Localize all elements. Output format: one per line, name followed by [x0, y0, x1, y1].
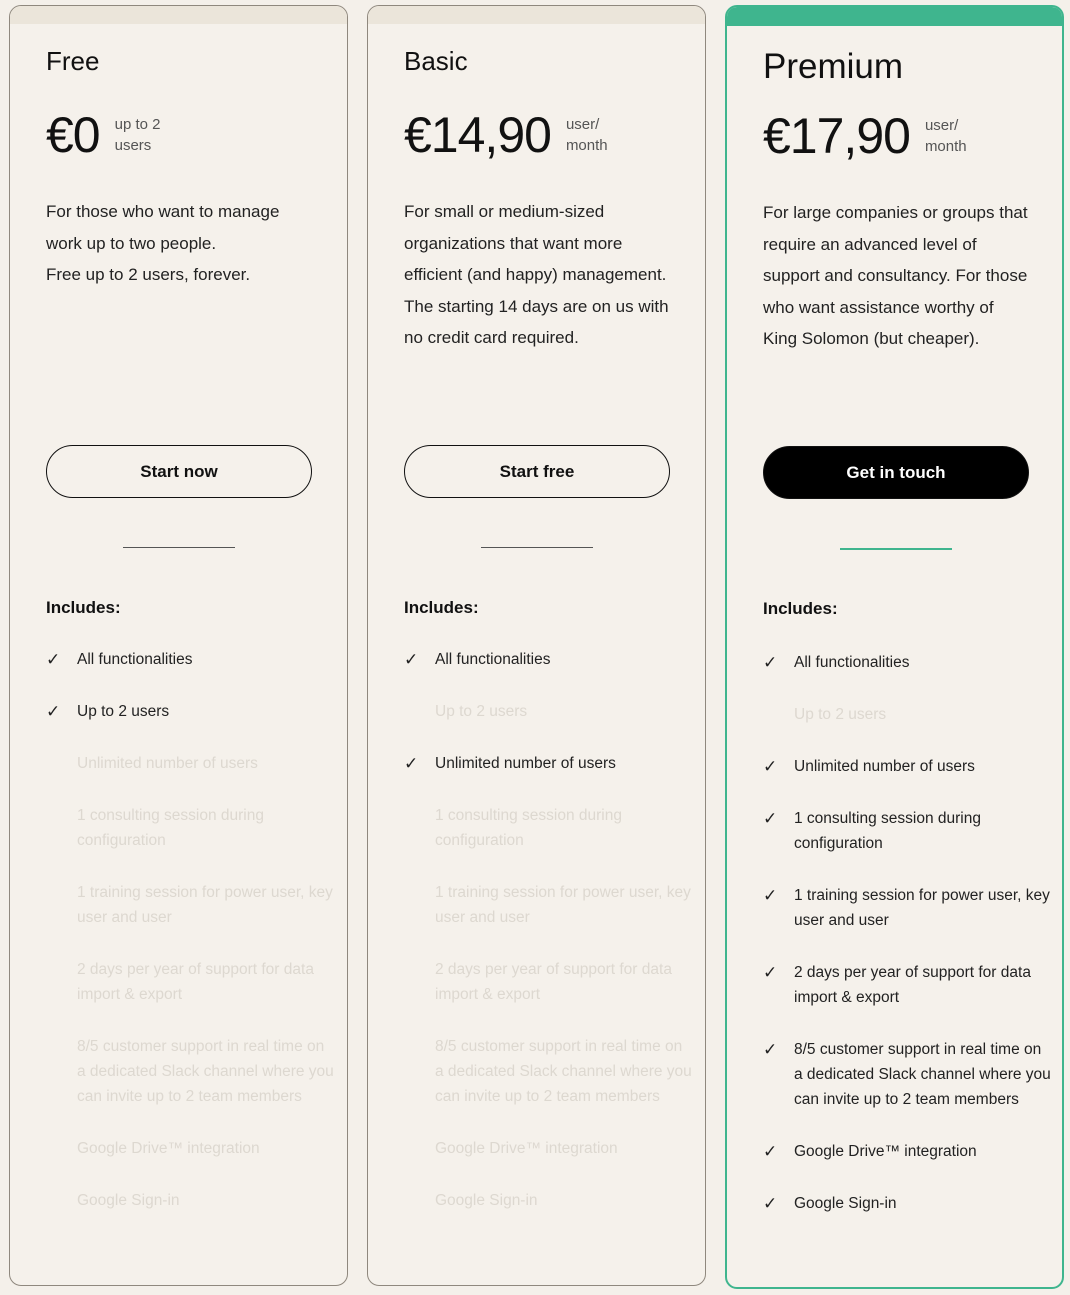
check-icon: ✓: [763, 757, 778, 776]
feature-label: 2 days per year of support for data import & export: [77, 961, 314, 1003]
feature-label: All functionalities: [435, 651, 551, 668]
divider: [840, 548, 952, 550]
check-icon: ✓: [763, 963, 778, 982]
check-icon: ✓: [763, 1194, 778, 1213]
feature-item: [404, 751, 694, 776]
feature-item: [46, 1034, 336, 1109]
includes-heading: Includes:: [46, 598, 121, 617]
plan-cta-button[interactable]: Get in touch: [763, 446, 1029, 499]
check-icon: ✓: [763, 653, 778, 672]
feature-label: 8/5 customer support in real time on a dedicated Slack channel where you can invite up to 2 team members: [77, 1038, 334, 1105]
feature-label: Unlimited number of users: [794, 758, 975, 775]
feature-label: All functionalities: [794, 654, 910, 671]
feature-label: Google Drive™ integration: [435, 1140, 618, 1157]
divider: [123, 547, 235, 548]
plan-name: Premium: [763, 47, 904, 86]
feature-item: [46, 699, 336, 724]
feature-item: [763, 1191, 1053, 1216]
price-unit: user/ month: [565, 116, 608, 154]
plan-price: [404, 106, 626, 164]
feature-item: [46, 1136, 336, 1161]
feature-label: Google Sign-in: [794, 1195, 897, 1212]
plan-cta-button[interactable]: Start free: [404, 445, 670, 498]
feature-item: [763, 806, 1053, 856]
feature-label: 2 days per year of support for data import & export: [794, 964, 1031, 1006]
feature-item: [763, 960, 1053, 1010]
feature-item: [404, 880, 694, 930]
feature-item: [404, 957, 694, 1007]
feature-item: [763, 754, 1053, 779]
feature-list: [46, 647, 336, 1240]
check-icon: ✓: [763, 1142, 778, 1161]
check-icon: ✓: [404, 650, 419, 669]
includes-heading: Includes:: [404, 598, 479, 617]
card-top-strip: [10, 6, 347, 24]
price-amount: €17,90: [763, 108, 910, 164]
feature-label: Unlimited number of users: [435, 755, 616, 772]
feature-label: 2 days per year of support for data import & export: [435, 961, 672, 1003]
plan-description: [46, 196, 311, 291]
feature-item: [763, 650, 1053, 675]
feature-item: [46, 803, 336, 853]
feature-item: [404, 803, 694, 853]
price-amount: €14,90: [404, 107, 551, 163]
feature-item: [404, 647, 694, 672]
feature-list: [404, 647, 694, 1240]
check-icon: ✓: [763, 886, 778, 905]
feature-item: [46, 1188, 336, 1213]
feature-item: [404, 1188, 694, 1213]
feature-item: [46, 957, 336, 1007]
price-unit: up to 2 users: [114, 116, 161, 154]
plan-price: [46, 106, 175, 164]
feature-label: 1 training session for power user, key user and user: [794, 887, 1050, 929]
feature-label: 8/5 customer support in real time on a dedicated Slack channel where you can invite up to 2 team members: [794, 1041, 1051, 1108]
card-top-strip: [727, 7, 1062, 26]
plan-name: Free: [46, 46, 100, 76]
check-icon: ✓: [763, 809, 778, 828]
feature-label: Unlimited number of users: [77, 755, 258, 772]
feature-label: Google Sign-in: [435, 1192, 538, 1209]
feature-label: 1 training session for power user, key user and user: [77, 884, 333, 926]
feature-item: [46, 880, 336, 930]
feature-label: 1 training session for power user, key user and user: [435, 884, 691, 926]
feature-label: 1 consulting session during configuration: [77, 807, 264, 849]
plan-name: Basic: [404, 46, 468, 76]
price-unit: user/ month: [924, 117, 967, 155]
plan-cta-button[interactable]: Start now: [46, 445, 312, 498]
check-icon: ✓: [46, 702, 61, 721]
feature-list: [763, 650, 1053, 1243]
check-icon: ✓: [46, 650, 61, 669]
feature-item: [46, 647, 336, 672]
plan-card-premium: [725, 5, 1064, 1289]
feature-label: Google Sign-in: [77, 1192, 180, 1209]
feature-label: 1 consulting session during configuration: [435, 807, 622, 849]
plan-description: [763, 197, 1028, 355]
feature-label: Up to 2 users: [435, 703, 528, 720]
feature-label: All functionalities: [77, 651, 193, 668]
feature-label: Up to 2 users: [794, 706, 887, 723]
check-icon: ✓: [763, 1040, 778, 1059]
description-line: Free up to 2 users, forever.: [46, 265, 251, 284]
feature-label: 1 consulting session during configuration: [794, 810, 981, 852]
feature-item: [404, 699, 694, 724]
description-line: For large companies or groups that require an advanced level of support and consultancy. For those who want assistance worthy of King Solomon (but cheaper).: [763, 203, 1028, 348]
feature-item: [404, 1136, 694, 1161]
feature-label: 8/5 customer support in real time on a dedicated Slack channel where you can invite up to 2 team members: [435, 1038, 692, 1105]
plan-card-free: [9, 5, 348, 1286]
includes-heading: Includes:: [763, 599, 838, 618]
check-icon: ✓: [404, 754, 419, 773]
plan-price: [763, 107, 985, 165]
feature-item: [46, 751, 336, 776]
feature-item: [404, 1034, 694, 1109]
description-line: For small or medium-sized organizations that want more efficient (and happy) management. The starting 14 days are on us with no credit card required.: [404, 202, 669, 347]
card-top-strip: [368, 6, 705, 24]
feature-item: [763, 1139, 1053, 1164]
feature-label: Google Drive™ integration: [794, 1143, 977, 1160]
plan-description: [404, 196, 669, 354]
feature-label: Google Drive™ integration: [77, 1140, 260, 1157]
price-amount: €0: [46, 107, 100, 163]
plan-card-basic: [367, 5, 706, 1286]
feature-item: [763, 883, 1053, 933]
description-line: For those who want to manage work up to two people.: [46, 202, 280, 253]
divider: [481, 547, 593, 548]
feature-item: [763, 702, 1053, 727]
feature-label: Up to 2 users: [77, 703, 170, 720]
feature-item: [763, 1037, 1053, 1112]
